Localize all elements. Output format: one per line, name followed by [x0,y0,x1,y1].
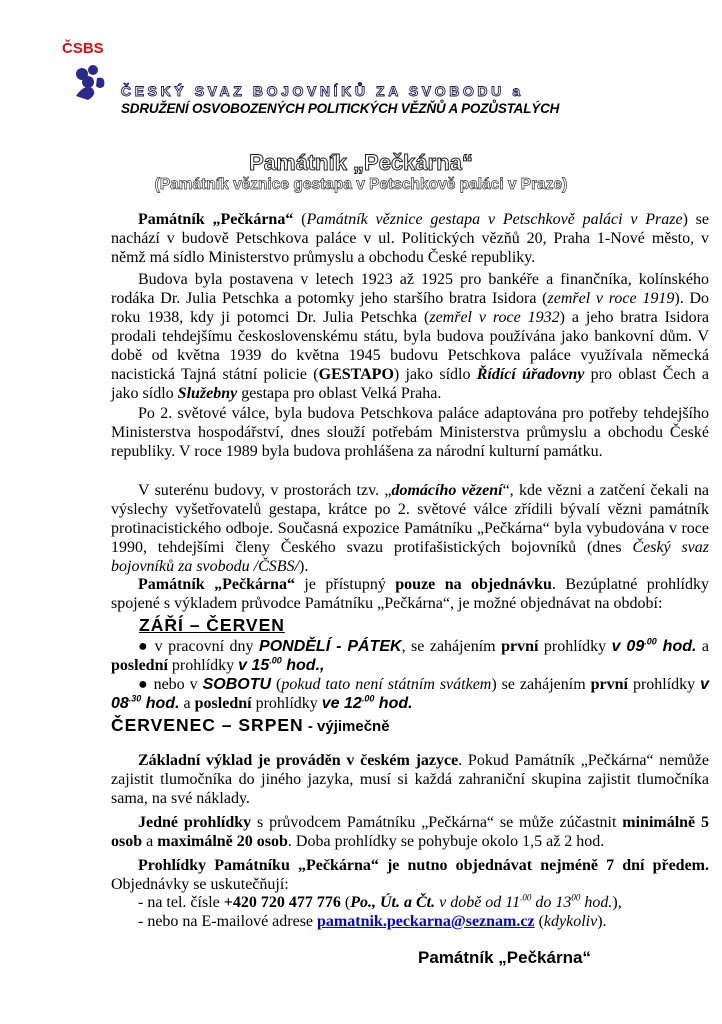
season-heading-jul-aug [111,715,390,736]
page-subtitle: (Památník věznice gestapa v Petschkově paláci v Praze) [154,176,568,193]
min-persons: minimálně 5 osob [111,814,710,850]
access-text-a: je přístupný [294,576,396,593]
history-note-1932: zemřel v roce 1932 [429,309,560,326]
language-text: . Pokud Památník „Pečkárna“ nemůže zajistit tlumočníka do jiného jazyka, musí si každá zahraniční skupina zajistit tlumočníka sama, na své náklady. [111,752,709,807]
gestapo-label: GESTAPO [318,366,394,383]
contact-email [111,912,709,931]
history-text-b: ). Do roku 1938, kdy ji potomci Dr. Julia Petschka ( [111,290,710,326]
history-text-e: pro oblast Čech a jako sídlo [111,366,709,402]
email-text-a: - nebo na E-mailové adrese [138,913,318,930]
group-text-b: a [142,833,158,850]
exposition-text-a: V suterénu budovy, v prostorách tzv. „ [138,482,392,499]
booking-bold: Prohlídky Památníku „Pečkárna“ je nutno objednávat nejméně 7 dní předem. [138,857,709,874]
paragraph-exposition [111,481,709,576]
memorial-name: Památník „Pečkárna“ [138,576,295,593]
phone-days: Po., Út. a Čt. [350,894,436,911]
season2-note: - výjimečně [303,718,390,735]
org-name-line1: ČESKÝ SVAZ BOJOVNÍKŮ ZA SVOBODU a [121,83,524,99]
weekdays-text-d: a [696,638,710,655]
sat-last-time-sup: .00 [361,693,375,704]
max-persons: maximálně 20 osob [157,833,288,850]
one-tour-label: Jedné prohlídky [138,814,252,831]
saturday-text-d: prohlídky [627,676,701,693]
schedule-weekdays [111,637,709,675]
holiday-note: pokud tato není státním svátkem [281,676,492,693]
by-appointment-label: pouze na objednávku [395,576,552,593]
weekdays-label: PONDĚLÍ - PÁTEK [259,638,402,655]
history-text-a: Budova byla postavena v letech 1923 až 1925 pro bankéře a finančníka, kolínského rodáka Dr. Julia Petschka a potomky jeho staršího bratra Isidora ( [111,271,709,307]
access-text-b: . Bezúplatné prohlídky spojené s výkladem průvodce Památníku „Pečkárna“, je možné objednávat na období: [111,576,709,612]
memorial-fullname: Památník věznice gestapa v Petschkově paláci v Praze [306,211,683,228]
sat-last-time: ve 12 [321,695,362,712]
weekdays-text-a: ● v pracovní dny [138,638,260,655]
history-text-c: ) a jeho bratra Isidora prodali tehdejšímu československému státu, byla budova používána jako bankovní dům. V době od května 1939 do května 1945 budovu Petschkova paláce využívala německá nacistická Tajná státní policie ( [111,309,710,383]
csbs-logo [62,38,118,104]
phone-hours-unit: hod. [580,894,613,911]
saturday-text-c: ) se zahájením [491,676,591,693]
schedule-saturday [111,675,709,713]
paragraph-access [111,575,709,613]
signature: Památník „Pečkárna“ [418,948,591,967]
group-text-a: s průvodcem Památníku „Pečkárna“ se může zúčastnit [251,814,623,831]
first-label: první [590,676,628,693]
first-time-unit: hod. [656,638,697,655]
paragraph-group-size [111,813,709,851]
contact-phone [111,893,709,912]
email-text-c: ). [597,913,607,930]
paragraph-language [111,751,709,808]
weekdays-text-c: prohlídky [538,638,612,655]
saturday-text-f: prohlídky [251,695,322,712]
phone-text-a: - na tel. čísle [138,894,224,911]
saturday-text-b: ( [271,676,282,693]
sat-last-time-unit: hod. [374,695,413,712]
logo-text: ČSBS [62,40,104,57]
exposition-text-c: ). [298,558,309,575]
phone-text-b: ( [340,894,351,911]
season2-label: ČERVENEC – SRPEN [111,715,304,735]
saturday-text-a: ● nebo v [138,676,203,693]
history-text-d: ) jako sídlo [393,366,477,383]
email-anytime: kdykoliv [543,913,598,930]
sat-first-time-unit: hod. [141,695,180,712]
paragraph-history [111,270,709,403]
phone-hours-b-sup: 00 [571,892,581,903]
paragraph-booking [111,856,709,894]
phone-number[interactable]: +420 720 477 776 [223,894,341,911]
season-heading-sep-jun: ZÁŘÍ – ČERVEN [139,615,285,635]
csbs-fullname: Český svaz bojovníků za svobodu /ČSBS/ [111,539,709,575]
memorial-name: Památník „Pečkárna“ [138,211,294,228]
saturday-text-e: a [179,695,195,712]
ridici-uradovny: Řídící úřadovny [476,366,585,383]
first-label: první [501,638,539,655]
page-title: Památník „Pečkárna“ [249,150,473,175]
sat-first-time-sup: .30 [128,693,142,704]
email-link[interactable]: pamatnik.peckarna@seznam.cz [317,913,535,930]
group-text-c: . Doba prohlídky se pohybuje okolo 1,5 až 2 hod. [287,833,605,850]
phone-text-f: ), [612,894,622,911]
paragraph-postwar [111,404,709,461]
sluzebny-label: Služebny [177,385,238,402]
phone-hours-b: do 13 [531,894,572,911]
email-text-b: ( [534,913,544,930]
booking-text: Objednávky se uskutečňují: [111,876,289,893]
org-name-line2: SDRUŽENÍ OSVOBOZENÝCH POLITICKÝCH VĚZŇŮ A POZŮSTALÝCH [121,101,560,116]
last-label: poslední [194,695,252,712]
postwar-text: Po 2. světové válce, byla budova Petschkova paláce adaptována pro potřeby tehdejšího Ministerstva hospodářství, dnes slouží potřebám Ministerstva průmyslu a obchodu České republiky. V roce 1989 byla budova prohlášena za národní kulturní památku. [111,405,709,460]
domestic-prison-label: domácího vězení [391,482,503,499]
phone-hours-a: v době od 11 [435,894,521,911]
weekdays-text-e: prohlídky [167,657,239,674]
intro-text: se nachází v budově Petschkova paláce v ul. Politických vězňů 20, Praha 1-Nové město, v němž má sídlo Ministerstvo průmyslu a obchodu České republiky. [111,211,709,266]
first-time-sup: .00 [644,636,657,647]
sat-first-time: v 08 [111,676,710,712]
history-note-1919: zemřel v roce 1919 [547,290,675,307]
last-label: poslední [111,657,168,674]
saturday-label: SOBOTU [202,676,272,693]
first-time: v 09 [611,638,645,655]
paragraph-intro: Památník „Pečkárna“ (Památník věznice gestapa v Petschkově paláci v Praze) se nachází v budově Petschkova paláce v ul. Politických vězňů 20, Praha 1-Nové město, v němž má sídlo Ministerstvo průmyslu a obchodu České republiky. [111,211,709,266]
language-bold: Základní výklad je prováděn v českém jazyce [138,752,459,769]
last-time: v 15 [238,657,270,674]
phone-hours-a-sup: .00 [520,892,532,903]
history-text-f: gestapa pro oblast Velká Praha. [237,385,442,402]
weekdays-text-b: , se zahájením [401,638,502,655]
exposition-text-b: “, kde vězni a zatčení čekali na výslechy vyšetřovatelů gestapa, krátce po 2. světové válce zřídili bývalí vězni památník protinacistického odboje. Současná expozice Památníku „Pečkárna“ byla vybudována v roce 1990, tehdejšími členy Českého svazu protifašistických bojovníků (dnes [111,482,710,556]
last-time-sup: .00 [269,655,282,666]
last-time-unit: hod., [281,657,325,674]
